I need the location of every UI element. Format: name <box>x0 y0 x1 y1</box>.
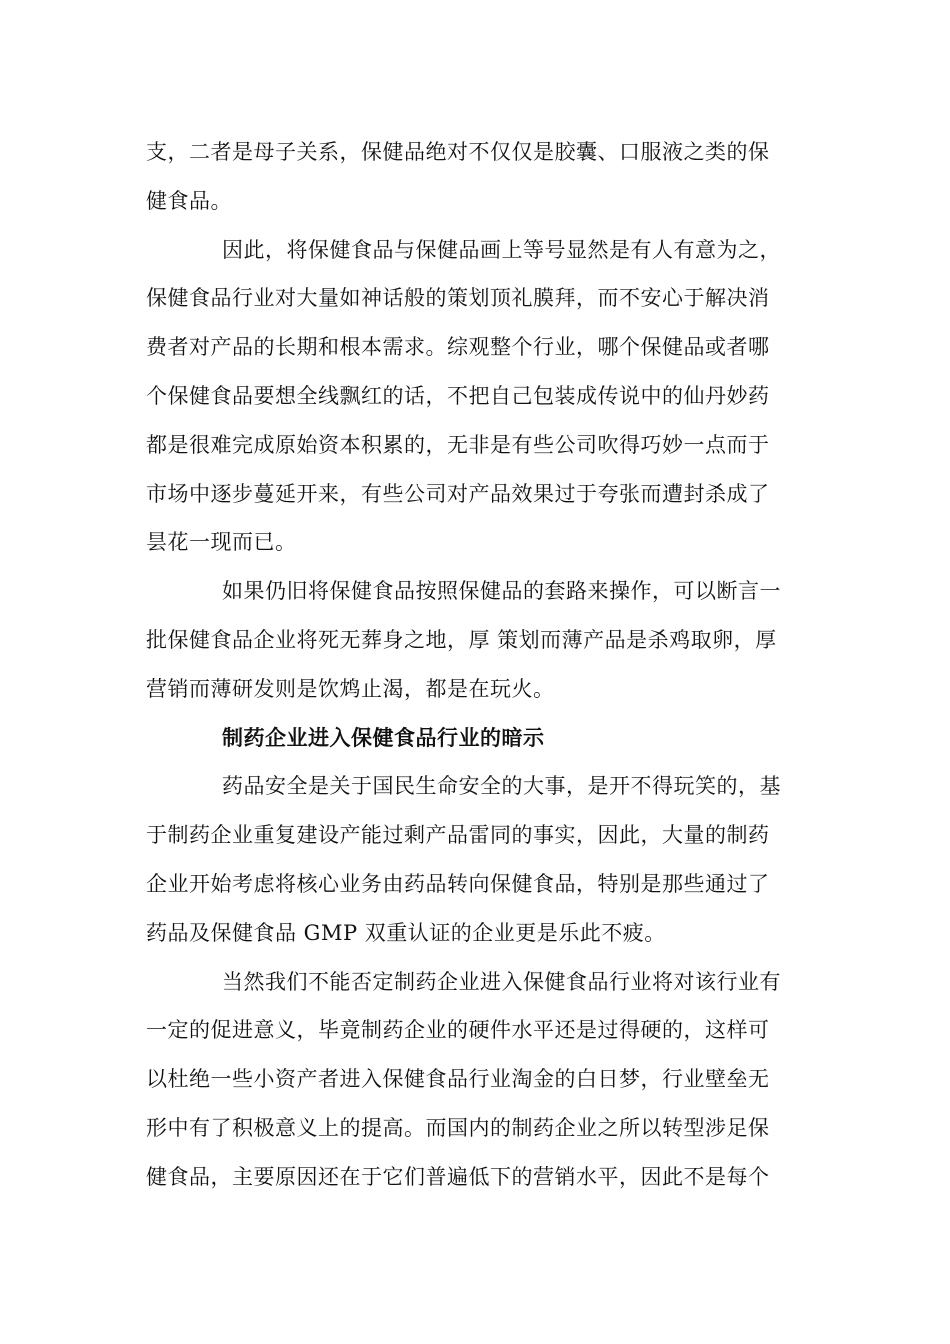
text-line: 健食品，主要原因还在于它们普遍低下的营销水平，因此不是每个 <box>146 1164 770 1189</box>
paragraph <box>146 567 808 713</box>
paragraph <box>146 226 808 568</box>
text-line: 费者对产品的长期和根本需求。综观整个行业，哪个保健品或者哪 <box>146 335 770 360</box>
text-line: 形中有了积极意义上的提高。而国内的制药企业之所以转型涉足保 <box>146 1115 770 1140</box>
text-line: 都是很难完成原始资本积累的，无非是有些公司吹得巧妙一点而于 <box>146 432 770 457</box>
text-line: 保健食品行业对大量如神话般的策划顶礼膜拜，而不安心于解决消 <box>146 286 770 311</box>
text-line: 企业开始考虑将核心业务由药品转向保健食品，特别是那些通过了 <box>146 871 770 896</box>
text-line: 药品安全是关于国民生命安全的大事，是开不得玩笑的，基 <box>222 774 781 799</box>
text-line: 支，二者是母子关系，保健品绝对不仅仅是胶囊、口服液之类的保 <box>146 140 770 164</box>
text-line: 如果仍旧将保健食品按照保健品的套路来操作，可以断言一 <box>222 579 781 604</box>
text-line: 一定的促进意义，毕竟制药企业的硬件水平还是过得硬的，这样可 <box>146 1018 770 1043</box>
paragraph-continuation <box>146 128 808 226</box>
text-line: 因此，将保健食品与保健品画上等号显然是有人有意为之， <box>222 237 781 262</box>
document-page <box>146 128 808 1202</box>
text-line: 营销而薄研发则是饮鸩止渴，都是在玩火。 <box>146 676 555 701</box>
text-line: 市场中逐步蔓延开来，有些公司对产品效果过于夸张而遭封杀成了 <box>146 481 770 506</box>
text-line: 昙花一现而已。 <box>146 530 297 555</box>
text-line: 健食品。 <box>146 188 232 213</box>
paragraph <box>146 762 808 957</box>
section-heading <box>146 714 808 763</box>
text-line: 以杜绝一些小资产者进入保健食品行业淘金的白日梦，行业壁垒无 <box>146 1067 770 1092</box>
paragraph <box>146 958 808 1202</box>
text-line: 于制药企业重复建设产能过剩产品雷同的事实，因此，大量的制药 <box>146 823 770 848</box>
text-line: 药品及保健食品 GMP 双重认证的企业更是乐此不疲。 <box>146 920 666 945</box>
text-line: 当然我们不能否定制药企业进入保健食品行业将对该行业有 <box>222 969 781 994</box>
text-line: 个保健食品要想全线飘红的话，不把自己包装成传说中的仙丹妙药 <box>146 383 770 408</box>
heading-text: 制药企业进入保健食品行业的暗示 <box>222 724 545 750</box>
text-line: 批保健食品企业将死无葬身之地，厚 策划而薄产品是杀鸡取卵，厚 <box>146 627 777 652</box>
